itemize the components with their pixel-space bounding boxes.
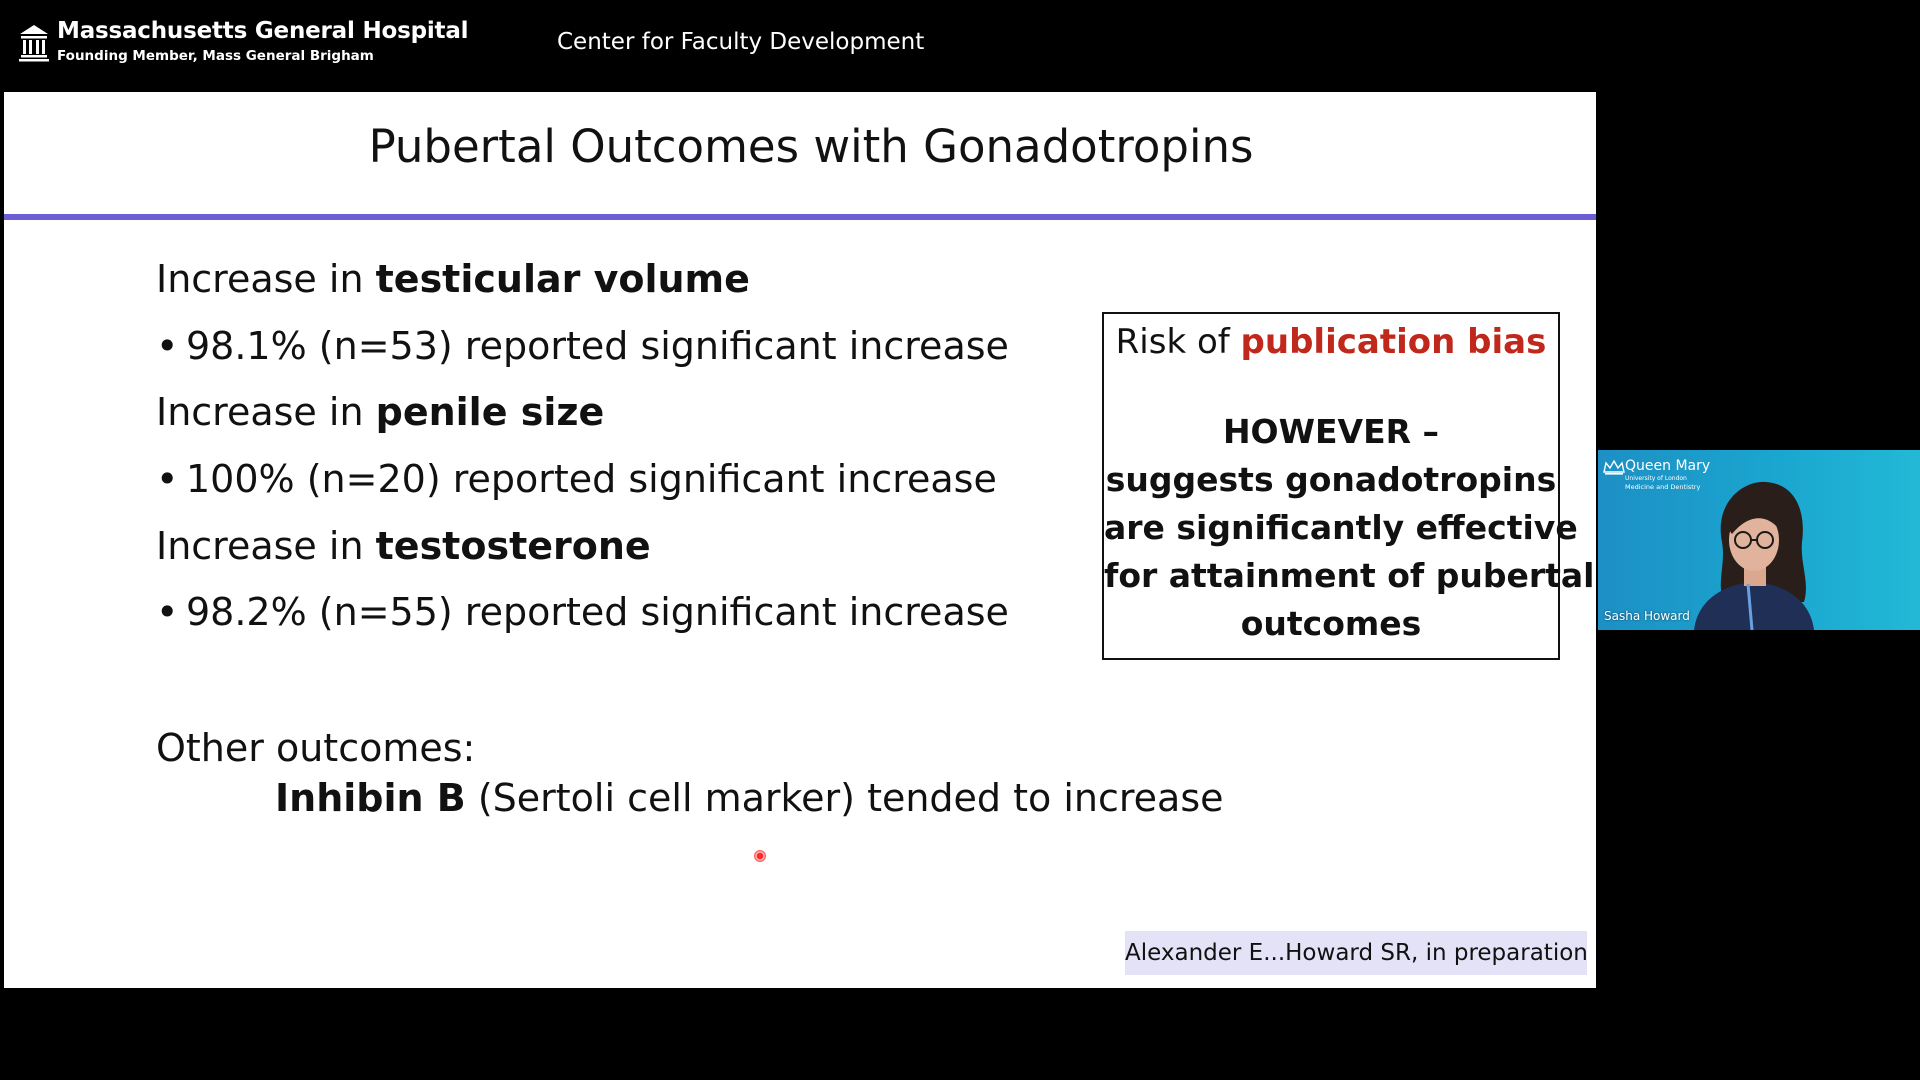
- bias-highlight: publication bias: [1240, 322, 1547, 362]
- institution-name: Queen Mary: [1625, 458, 1711, 474]
- org-subtitle: Founding Member, Mass General Brigham: [57, 48, 374, 64]
- outcome-bullet-testosterone: [156, 590, 1009, 634]
- center-title: Center for Faculty Development: [557, 29, 925, 55]
- outcome-bullet-testicular-volume: [156, 324, 1009, 368]
- inhibin-bold: Inhibin B: [275, 776, 466, 820]
- outcome-heading-bold: testosterone: [375, 524, 651, 568]
- outcome-heading-prefix: Increase in: [156, 524, 376, 568]
- other-outcomes-label: Other outcomes:: [156, 726, 476, 770]
- inhibin-text: (Sertoli cell marker) tended to increase: [465, 776, 1224, 820]
- title-divider: [4, 214, 1596, 220]
- outcome-heading-bold: testicular volume: [375, 257, 750, 301]
- bias-prefix: Risk of: [1115, 322, 1241, 362]
- bias-line: HOWEVER –: [1222, 412, 1440, 451]
- bullet-text: 98.1% (n=53) reported significant increase: [186, 324, 1009, 368]
- presentation-slide: [4, 92, 1596, 988]
- crown-icon: [1602, 458, 1626, 476]
- bias-line: are significantly effective: [1104, 508, 1578, 547]
- outcome-heading-prefix: Increase in: [156, 257, 376, 301]
- citation-badge: Alexander E...Howard SR, in preparation: [1125, 931, 1587, 975]
- bias-box-spacer: [1104, 362, 1558, 408]
- bias-line: suggests gonadotropins: [1105, 460, 1557, 499]
- slide-title: Pubertal Outcomes with Gonadotropins: [368, 120, 1254, 173]
- bias-line: for attainment of pubertal: [1104, 556, 1595, 595]
- publication-bias-box: [1102, 312, 1595, 660]
- outcome-heading-testicular-volume: [156, 257, 750, 301]
- bullet-text: 98.2% (n=55) reported significant increase: [186, 590, 1009, 634]
- participant-name-label: Sasha Howard: [1604, 609, 1690, 623]
- bullet-marker: •: [156, 324, 179, 368]
- participant-avatar: [1674, 472, 1834, 630]
- institution-department: Medicine and Dentistry: [1625, 483, 1701, 491]
- outcome-heading-bold: penile size: [375, 390, 605, 434]
- bias-line: outcomes: [1240, 604, 1422, 643]
- org-name: Massachusetts General Hospital: [57, 18, 469, 44]
- institution-subtitle: University of London: [1625, 475, 1687, 482]
- header-bar: [0, 0, 1920, 92]
- outcome-heading-testosterone: [156, 524, 651, 568]
- bullet-text: 100% (n=20) reported significant increase: [186, 457, 997, 501]
- bullet-marker: •: [156, 590, 179, 634]
- bias-box-heading: [1104, 322, 1558, 362]
- inhibin-outcome: [275, 776, 1224, 820]
- outcome-heading-prefix: Increase in: [156, 390, 376, 434]
- participant-video-tile[interactable]: [1598, 450, 1920, 630]
- outcome-bullet-penile-size: [156, 457, 997, 501]
- outcome-heading-penile-size: [156, 390, 604, 434]
- laser-pointer-icon: [754, 850, 766, 862]
- mgh-building-icon: [18, 22, 50, 64]
- bullet-marker: •: [156, 457, 179, 501]
